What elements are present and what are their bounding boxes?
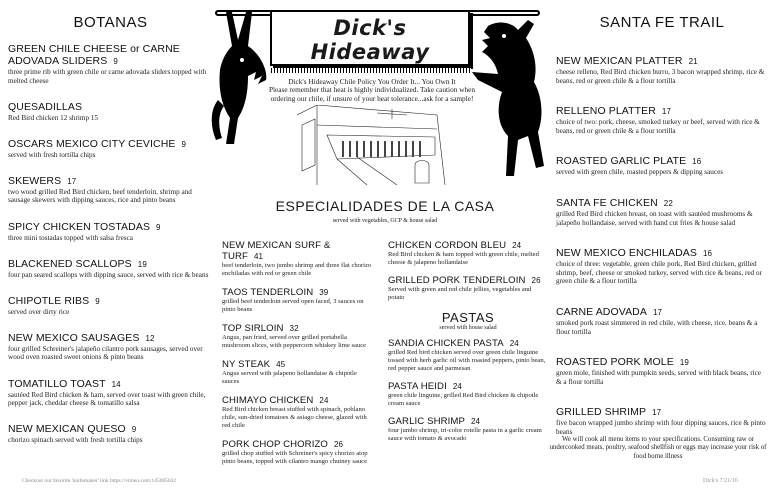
menu-item <box>556 197 768 227</box>
menu-item <box>8 378 213 408</box>
menu-item-name <box>8 101 213 114</box>
menu-item <box>556 155 768 177</box>
menu-item-name <box>388 275 548 286</box>
menu-item-price: 19 <box>137 259 147 269</box>
menu-item-price: 26 <box>531 276 541 285</box>
menu-item <box>222 323 372 350</box>
menu-item-description: choice of two: pork, cheese, smoked turkey or beef, served with rice & beans, red or green chile & a flour tortilla <box>556 118 760 135</box>
menu-item-title: GRILLED PORK TENDERLOIN <box>388 275 526 286</box>
menu-item-price: 9 <box>156 222 161 232</box>
santa-fe-list <box>556 55 768 437</box>
menu-item-description: four grilled Schreiner's jalapeño cilantro pork sausages, served over wood oven roasted sweet onions & pinto beans <box>8 344 203 362</box>
menu-item-title: NEW MEXICAN SURF & TURF <box>222 240 331 262</box>
policy-heading: Dick's Hideaway Chile Policy You Order It... You Own It <box>288 77 456 86</box>
menu-item-title: TOP SIRLOIN <box>222 323 284 334</box>
menu-item-name <box>8 43 213 68</box>
menu-item-name <box>388 338 548 349</box>
pastas-subtitle: served with house salad <box>439 325 497 331</box>
menu-item <box>222 439 372 466</box>
restaurant-name: Dick's Hideaway <box>310 16 430 64</box>
menu-item-price: 9 <box>131 425 137 435</box>
menu-item-description: grilled Red Bird chicken breast, on toast with sautéed mushrooms & jalapeño hollandaise, served with hand cut fries & house salad <box>556 209 753 227</box>
especialidades-right-column <box>388 240 548 451</box>
menu-item <box>388 275 548 302</box>
menu-item-price: 17 <box>661 107 672 117</box>
food-safety-disclaimer: We will cook all menu items to your specifications. Consuming raw or undercooked meats, poultry, seafood shellfish or eggs may increase your risk of food borne illness <box>549 436 767 460</box>
menu-item-title: GREEN CHILE CHEESE or CARNE ADOVADA SLIDERS <box>8 43 180 67</box>
menu-item <box>8 101 213 123</box>
menu-item-name <box>8 378 213 391</box>
menu-item <box>556 356 768 386</box>
menu-item-price: 21 <box>688 57 698 66</box>
menu-item-description: three prime rib with green chile or carne adovada sliders topped with melted cheese <box>8 68 207 85</box>
menu-item-name <box>556 247 768 260</box>
menu-item-price: 19 <box>679 358 689 368</box>
menu-item-title: SPICY CHICKEN TOSTADAS <box>8 220 151 233</box>
menu-item-name <box>388 416 548 427</box>
menu-item-price: 22 <box>663 198 673 208</box>
menu-item-description: Served with green and red chile jellies, vegetables and potato <box>388 286 532 301</box>
menu-item-title: PASTA HEIDI <box>388 381 447 392</box>
menu-item-price: 17 <box>652 408 662 418</box>
menu-item <box>556 306 768 336</box>
menu-item-name <box>8 258 213 271</box>
menu-item-price: 26 <box>334 440 344 449</box>
menu-item <box>8 423 213 445</box>
menu-item-name <box>222 323 372 334</box>
menu-item-price: 32 <box>289 324 299 333</box>
menu-item-name <box>8 221 213 234</box>
santa-fe-trail-section <box>556 0 768 457</box>
especialidades-subtitle: served with vegetables, GCP & house salad <box>332 218 438 224</box>
menu-item-name <box>222 287 372 298</box>
menu-item-price: 24 <box>452 382 462 391</box>
menu-item <box>8 175 213 205</box>
menu-item-name <box>556 155 768 168</box>
menu-item-price: 24 <box>509 339 519 348</box>
menu-item-title: RELLENO PLATTER <box>556 105 656 118</box>
menu-item <box>8 332 213 362</box>
menu-item-description: Red Bird chicken & ham topped with green chile, melted cheese & jalapeno hollandaise <box>388 251 539 266</box>
decorative-fringe <box>271 68 471 73</box>
menu-item-title: GARLIC SHRIMP <box>388 416 465 427</box>
menu-item <box>556 55 768 85</box>
menu-item-title: TAOS TENDERLOIN <box>222 287 314 298</box>
section-title-pastas: PASTAS <box>441 310 495 325</box>
menu-date: Dick's 7/21/16 <box>703 478 738 484</box>
menu-item-price: 24 <box>512 241 522 250</box>
menu-item-name <box>388 381 548 392</box>
menu-item <box>8 43 213 85</box>
menu-item <box>222 287 372 314</box>
menu-item-title: NEW MEXICAN PLATTER <box>556 55 683 67</box>
section-title-santa-fe-trail: SANTA FE TRAIL <box>599 14 725 31</box>
menu-item-title: TOMATILLO TOAST <box>8 377 106 390</box>
menu-item-name <box>8 138 213 151</box>
menu-item-description: grilled chop stuffed with Schreiner's spicy chorizo atop pinto beans, topped with cilantro mango chutney sauce <box>222 450 368 465</box>
menu-item-description: five bacon wrapped jumbo shrimp with four dipping sauces, rice & pinto beans <box>556 419 766 436</box>
menu-item-description: Red Bird chicken 12 shrimp 15 <box>8 113 99 122</box>
menu-item-title: BLACKENED SCALLOPS <box>8 257 132 270</box>
menu-item-title: QUESADILLAS <box>8 100 83 113</box>
menu-item-name <box>8 332 213 345</box>
menu-item-title: NEW MEXICAN QUESO <box>8 423 126 436</box>
chile-policy <box>262 78 482 103</box>
menu-item-title: NEW MEXICO SAUSAGES <box>8 331 140 344</box>
section-title-especialidades: ESPECIALIDADES DE LA CASA <box>275 198 495 214</box>
menu-item-price: 17 <box>652 307 663 317</box>
menu-item-description: beef tenderloin, two jumbo shrimp and three flat chorizo enchiladas with red or green chile <box>222 262 372 277</box>
menu-item <box>388 381 548 408</box>
menu-item <box>222 240 372 278</box>
menu-item <box>222 395 372 430</box>
menu-item-price: 17 <box>67 176 77 186</box>
menu-item-description: four jumbo shrimp, tri-color rotelle pasta in a garlic cream sauce with tomato & avocado <box>388 427 542 442</box>
menu-item-price: 16 <box>692 157 702 167</box>
menu-item-title: OSCARS MEXICO CITY CEVICHE <box>8 137 176 150</box>
menu-item <box>8 258 213 280</box>
menu-item <box>388 338 548 373</box>
section-title-botanas: BOTANAS <box>73 14 148 31</box>
menu-item-title: CHIPOTLE RIBS <box>8 294 90 307</box>
menu-item-description: grilled Red bird chicken served over green chile linguine tossed with herb garlic oil with roasted peppers, pinto bean, red pepper sauce and parmesan <box>388 349 546 372</box>
menu-item-description: four pan seared scallops with dipping sauce, served with rice & beans <box>8 270 209 279</box>
policy-text: Please remember that heat is highly individualized. Take caution when ordering our chile, if unsure of your heat tolerance...ask for a sample! <box>268 85 476 103</box>
menu-item-description: served over dirty rice <box>8 307 70 316</box>
menu-item-description: three mini tostadas topped with salsa fresca <box>8 233 133 242</box>
menu-item-description: cheese relleno, Red Bird chicken burro, 3 bacon wrapped shrimp, rice & beans, red or green chile & a flour tortilla <box>556 68 765 85</box>
menu-item-title: GRILLED SHRIMP <box>556 406 647 419</box>
pastas-list <box>388 338 548 443</box>
menu-item-name <box>556 105 768 118</box>
botanas-section <box>8 0 213 460</box>
menu-item-title: ROASTED PORK MOLE <box>556 356 674 369</box>
menu-item-price: 12 <box>145 333 155 343</box>
menu-item-name <box>8 423 213 436</box>
menu-item-title: SANDIA CHICKEN PASTA <box>388 338 504 349</box>
menu-item-description: green chile linguine, grilled Red Bird chicken & chipotle cream sauce <box>388 392 539 407</box>
menu-item <box>556 406 768 436</box>
menu-item-price: 9 <box>181 139 187 149</box>
menu-item-name <box>222 359 372 370</box>
menu-item-name <box>556 356 768 369</box>
menu-item-title: PORK CHOP CHORIZO <box>222 439 328 450</box>
menu-item-price: 14 <box>111 379 121 389</box>
restaurant-title-box <box>270 10 470 66</box>
menu-item-description: Angus, pan fried, served over grilled portabella mushroom slices, with peppercorn whiskey lime sauce <box>222 334 367 349</box>
menu-item-price: 39 <box>319 288 329 297</box>
menu-item-title: CARNE ADOVADA <box>556 305 647 318</box>
footer-link-text: Checkout our favorite 'knifemaker' link https://vimeo.com/145085032 <box>22 478 177 484</box>
menu-item-description: grilled beef tenderloin served open faced, 3 sauces on pinto beans <box>222 298 364 313</box>
menu-item-price: 9 <box>113 57 118 66</box>
menu-item-description: two wood grilled Red Bird chicken, beef tenderloin, shrimp and sausage skewers with dipping sauces, rice and pinto beans <box>8 187 192 205</box>
menu-item-title: ROASTED GARLIC PLATE <box>556 155 687 168</box>
menu-item-name <box>222 439 372 450</box>
menu-item <box>556 247 768 286</box>
menu-item-name <box>222 240 372 262</box>
menu-item-title: SKEWERS <box>8 174 62 187</box>
menu-item <box>388 240 548 267</box>
menu-item-name <box>556 55 768 68</box>
especialidades-left-list <box>222 240 372 475</box>
menu-item-description: chorizo spinach served with fresh tortilla chips <box>8 436 143 445</box>
menu-item <box>388 416 548 443</box>
menu-item-description: Red Bird chicken breast stuffed with spinach, poblano chile, sun-dried tomatoes & asiago cheese, glazed with red chile <box>222 406 367 429</box>
menu-item-price: 45 <box>276 360 286 369</box>
menu-item-name <box>8 295 213 308</box>
menu-item-title: SANTA FE CHICKEN <box>556 196 658 209</box>
menu-item <box>556 105 768 135</box>
menu-item-description: sautéed Red Bird chicken & ham, served over toast with green chile, pepper jack, cheddar cheese & tomatillo salsa <box>8 390 206 408</box>
menu-item-name <box>8 175 213 188</box>
menu-item-price: 16 <box>702 249 713 259</box>
menu-item-name <box>556 406 768 419</box>
menu-item <box>8 221 213 243</box>
menu-item-description: green mole, finished with pumpkin seeds, served with black beans, rice & a flour tortilla <box>556 369 761 386</box>
especialidades-right-list <box>388 240 548 302</box>
menu-item-name <box>556 197 768 210</box>
menu-item-description: smoked pork roast simmered in red chile, with cheese, rice, beans & a flour tortilla <box>556 318 758 336</box>
menu-item-description: served with green chile, roasted peppers & dipping sauces <box>556 168 724 177</box>
menu-item <box>222 359 372 386</box>
menu-item-title: NEW MEXICO ENCHILADAS <box>556 247 697 260</box>
menu-item-description: Angus served with jalapeno hollandaise & chipotle sauces <box>222 370 357 385</box>
menu-item-name <box>388 240 548 251</box>
menu-item-title: NY STEAK <box>222 359 271 370</box>
menu-item-name <box>222 395 372 406</box>
menu-item-price: 24 <box>319 396 329 405</box>
menu-item-price: 41 <box>253 252 264 261</box>
menu-item-price: 24 <box>471 417 481 426</box>
menu-item-title: CHICKEN CORDON BLEU <box>388 240 507 251</box>
menu-item-price: 9 <box>95 296 100 306</box>
menu-item <box>8 295 213 317</box>
menu-item-description: served with fresh tortilla chips <box>8 150 96 159</box>
botanas-list <box>8 43 213 445</box>
menu-item-description: choice of three: vegetable, green chile pork, Red Bird chicken, grilled shrimp, beef, cheese or smoked turkey, served with rice & beans, red or green chile & a flour tortilla <box>556 260 762 286</box>
menu-item-name <box>556 306 768 319</box>
menu-item-title: CHIMAYO CHICKEN <box>222 395 314 406</box>
menu-item <box>8 138 213 160</box>
restaurant-interior-sketch-icon <box>297 105 447 185</box>
